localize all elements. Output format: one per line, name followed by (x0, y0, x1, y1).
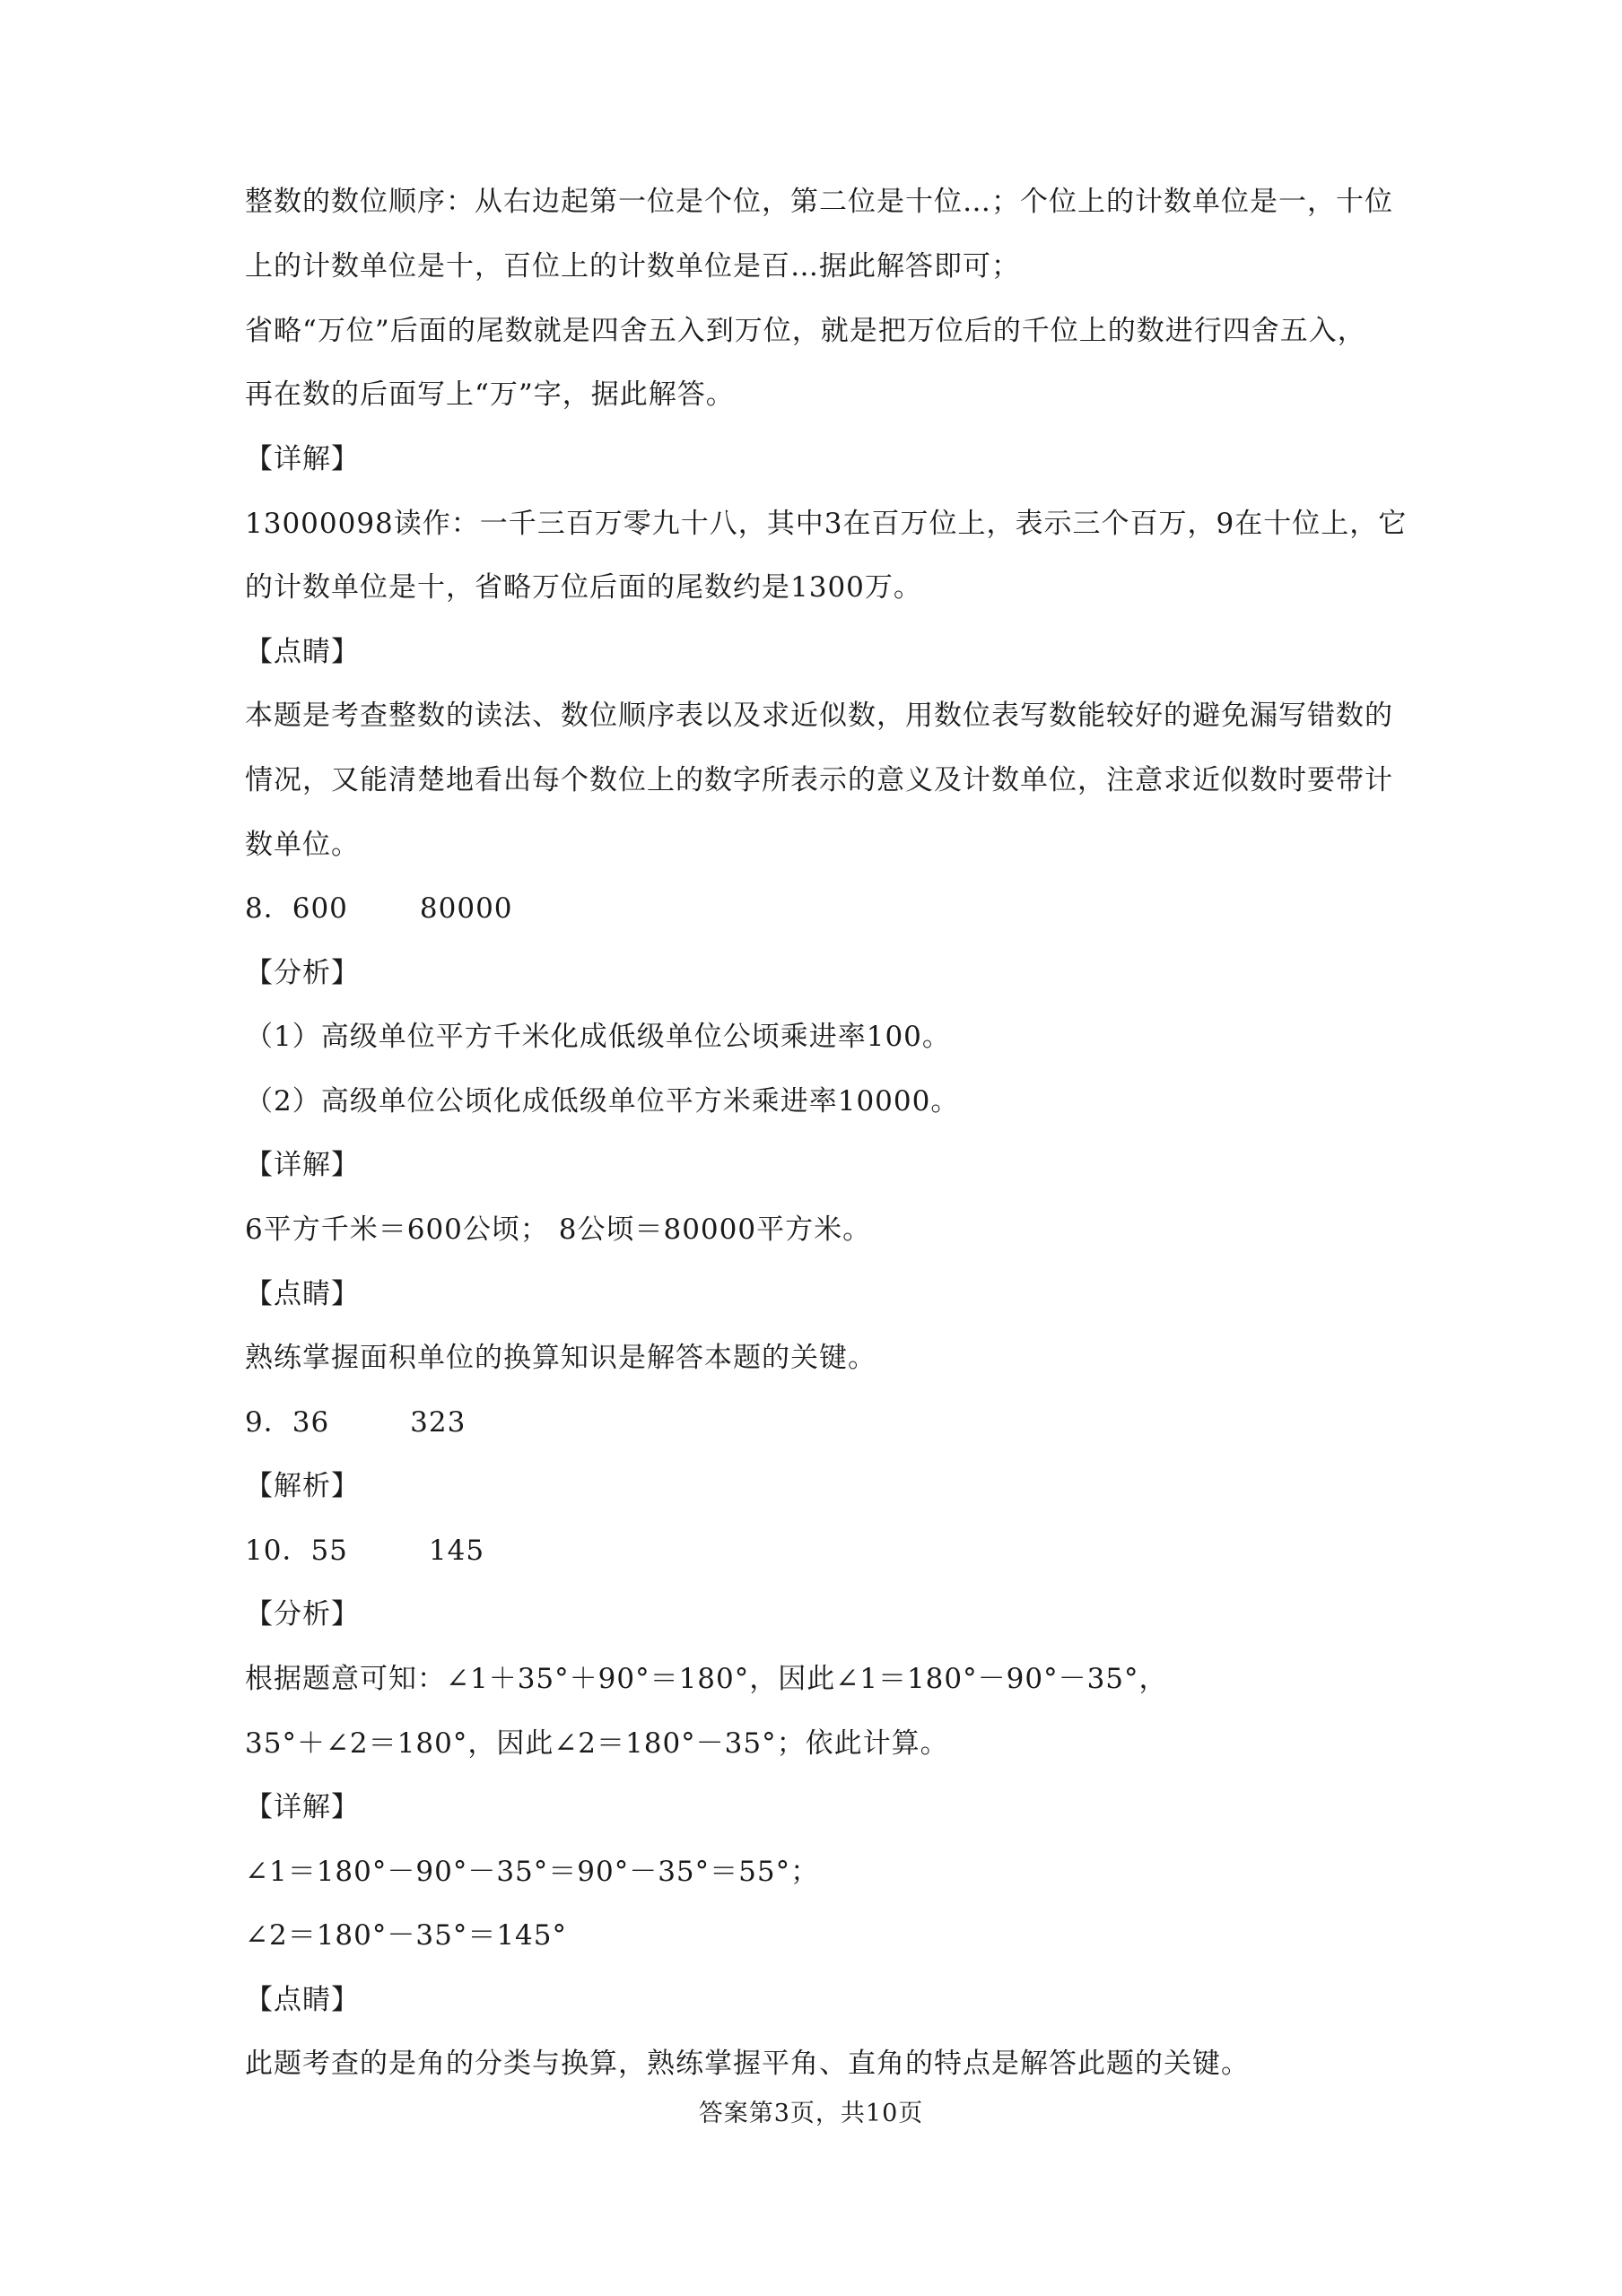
answer-q10-first: 10．55 (245, 1535, 348, 1567)
answer-q10-second: 145 (428, 1535, 485, 1567)
section-heading: 【详解】 (245, 1149, 360, 1181)
text-line: 熟练掌握面积单位的换算知识是解答本题的关键。 (245, 1342, 876, 1374)
text-line: 的计数单位是十，省略万位后面的尾数约是1300万。 (245, 571, 922, 604)
text-line: （2）高级单位公顷化成低级单位平方米乘进率10000。 (245, 1085, 960, 1118)
answer-line-q8 (245, 891, 513, 926)
answer-q8-first: 8．600 (245, 892, 348, 925)
text-line: 情况，又能清楚地看出每个数位上的数字所表示的意义及计数单位，注意求近似数时要带计 (245, 764, 1393, 796)
section-heading: 【详解】 (245, 443, 360, 475)
text-line: 整数的数位顺序：从右边起第一位是个位，第二位是十位…；个位上的计数单位是一，十位 (245, 186, 1393, 218)
section-heading: 【详解】 (245, 1791, 360, 1823)
text-line: 6平方千米＝600公顷； 8公顷＝80000平方米。 (245, 1213, 872, 1246)
text-line: 此题考查的是角的分类与换算，熟练掌握平角、直角的特点是解答此题的关键。 (245, 2048, 1250, 2080)
answer-q9-first: 9．36 (245, 1406, 330, 1439)
text-line: 数单位。 (245, 829, 360, 861)
text-line: 本题是考查整数的读法、数位顺序表以及求近似数，用数位表写数能较好的避免漏写错数的 (245, 700, 1393, 732)
page-footer: 答案第3页，共10页 (698, 2100, 924, 2127)
text-line: 35°＋∠2＝180°，因此∠2＝180°－35°；依此计算。 (245, 1727, 949, 1760)
text-line: （1）高级单位平方千米化成低级单位公顷乘进率100。 (245, 1021, 951, 1053)
text-line: ∠1＝180°－90°－35°＝90°－35°＝55°； (245, 1856, 820, 1888)
section-heading: 【解析】 (245, 1470, 360, 1502)
text-line: 再在数的后面写上“万”字，据此解答。 (245, 378, 735, 411)
section-heading: 【分析】 (245, 1598, 360, 1631)
section-heading: 【分析】 (245, 957, 360, 989)
text-line: 根据题意可知：∠1＋35°＋90°＝180°，因此∠1＝180°－90°－35°， (245, 1663, 1168, 1695)
section-heading: 【点睛】 (245, 1278, 360, 1310)
text-line: 13000098读作：一千三百万零九十八，其中3在百万位上，表示三个百万，9在十位上，它 (245, 508, 1408, 540)
text-line: ∠2＝180°－35°＝145° (245, 1919, 567, 1952)
text-line: 省略“万位”后面的尾数就是四舍五入到万位，就是把万位后的千位上的数进行四舍五入， (245, 315, 1366, 347)
section-heading: 【点睛】 (245, 1984, 360, 2016)
answer-q9-second: 323 (410, 1406, 467, 1439)
answer-line-q10 (245, 1533, 484, 1569)
text-line: 上的计数单位是十，百位上的计数单位是百…据此解答即可； (245, 250, 1020, 283)
answer-line-q9 (245, 1405, 466, 1440)
section-heading: 【点睛】 (245, 636, 360, 668)
answer-q8-second: 80000 (419, 892, 513, 925)
